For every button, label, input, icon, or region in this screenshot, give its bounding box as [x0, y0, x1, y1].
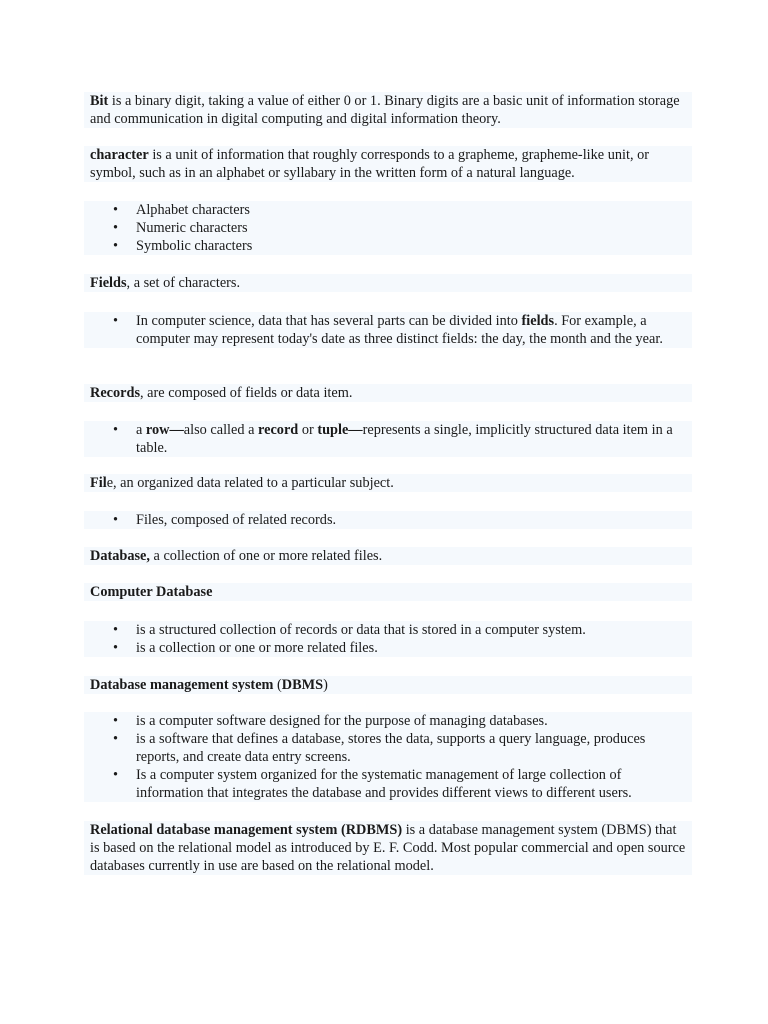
- term-fields: Fields: [90, 275, 127, 291]
- term-character: character: [90, 147, 149, 163]
- term-record: record: [258, 422, 299, 438]
- fields-definition: [84, 274, 692, 292]
- list-item: • is a software that defines a database, stores the data, supports a query language, produces reports, and create data entry screens.: [90, 730, 686, 766]
- term-database: Database,: [90, 548, 150, 564]
- text: (: [273, 677, 282, 693]
- term-rdbms: Relational database management system (RDBMS): [90, 822, 403, 838]
- term-file: Fil: [90, 475, 107, 491]
- definition-text: is a database management system (DBMS) that is based on the relational model as introduced by E. F. Codd. Most popular commercial and open source databases currently in use are based on the relational model.: [90, 822, 686, 874]
- dbms-heading: [84, 676, 692, 694]
- definition-text: is a unit of information that roughly corresponds to a grapheme, grapheme-like unit, or symbol, such as in an alphabet or syllabary in the written form of a natural language.: [90, 147, 650, 181]
- character-types-list: [84, 201, 692, 255]
- list-item: [90, 312, 686, 348]
- list-item: • is a structured collection of records or data that is stored in a computer system.: [90, 621, 686, 639]
- term-bit: Bit: [90, 93, 109, 109]
- computer-database-heading: [84, 583, 692, 601]
- term-dbms: DBMS: [281, 677, 324, 693]
- fields-list: [84, 312, 692, 348]
- list-item: • Numeric characters: [90, 219, 686, 237]
- list-item: • Is a computer system organized for the systematic management of large collection of information that integrates the database and provides different views to different users.: [90, 766, 686, 802]
- list-item: [90, 421, 686, 457]
- rdbms-definition: [84, 821, 692, 875]
- term-fields-inline: fields: [521, 313, 555, 329]
- database-definition: [84, 547, 692, 565]
- character-definition: [84, 146, 692, 182]
- text: also called a: [183, 422, 259, 438]
- computer-database-list: [84, 621, 692, 657]
- list-item: • Symbolic characters: [90, 237, 686, 255]
- paragraph: [90, 474, 686, 492]
- paragraph: [90, 146, 686, 182]
- dbms-list: [84, 712, 692, 802]
- paragraph: [90, 821, 686, 875]
- text: or: [298, 422, 318, 438]
- term-dbms-full: Database management system: [90, 677, 274, 693]
- text: represents a single, implicitly structured data item in a table.: [136, 422, 673, 456]
- paragraph: [90, 676, 686, 694]
- definition-text: , are composed of fields or data item.: [140, 385, 353, 401]
- paragraph: [90, 92, 686, 128]
- definition-text: is a binary digit, taking a value of either 0 or 1. Binary digits are a basic unit of information storage and communication in digital computing and digital information theory.: [90, 93, 680, 127]
- paragraph: [90, 274, 686, 292]
- paragraph: [90, 384, 686, 402]
- bit-definition: [84, 92, 692, 128]
- text: . For example, a computer may represent today's date as three distinct fields: the day, the month and the year.: [136, 313, 663, 347]
- list-item: • is a collection or one or more related files.: [90, 639, 686, 657]
- list-item: • Alphabet characters: [90, 201, 686, 219]
- text: In computer science, data that has several parts can be divided into: [136, 313, 522, 329]
- list-item: • is a computer software designed for the purpose of managing databases.: [90, 712, 686, 730]
- paragraph: [90, 583, 686, 601]
- file-definition: [84, 474, 692, 492]
- definition-text: e, an organized data related to a particular subject.: [106, 475, 394, 491]
- records-definition: [84, 384, 692, 402]
- text: ): [323, 677, 328, 693]
- definition-text: , a set of characters.: [126, 275, 241, 291]
- definition-text: a collection of one or more related files.: [149, 548, 383, 564]
- file-list: [84, 511, 692, 529]
- records-list: [84, 421, 692, 457]
- list-item: • Files, composed of related records.: [90, 511, 686, 529]
- paragraph: [90, 547, 686, 565]
- term-tuple: tuple—: [317, 422, 363, 438]
- term-row: row—: [145, 422, 184, 438]
- term-computer-database: Computer Database: [90, 584, 213, 600]
- term-records: Records: [90, 385, 141, 401]
- text: a: [136, 422, 146, 438]
